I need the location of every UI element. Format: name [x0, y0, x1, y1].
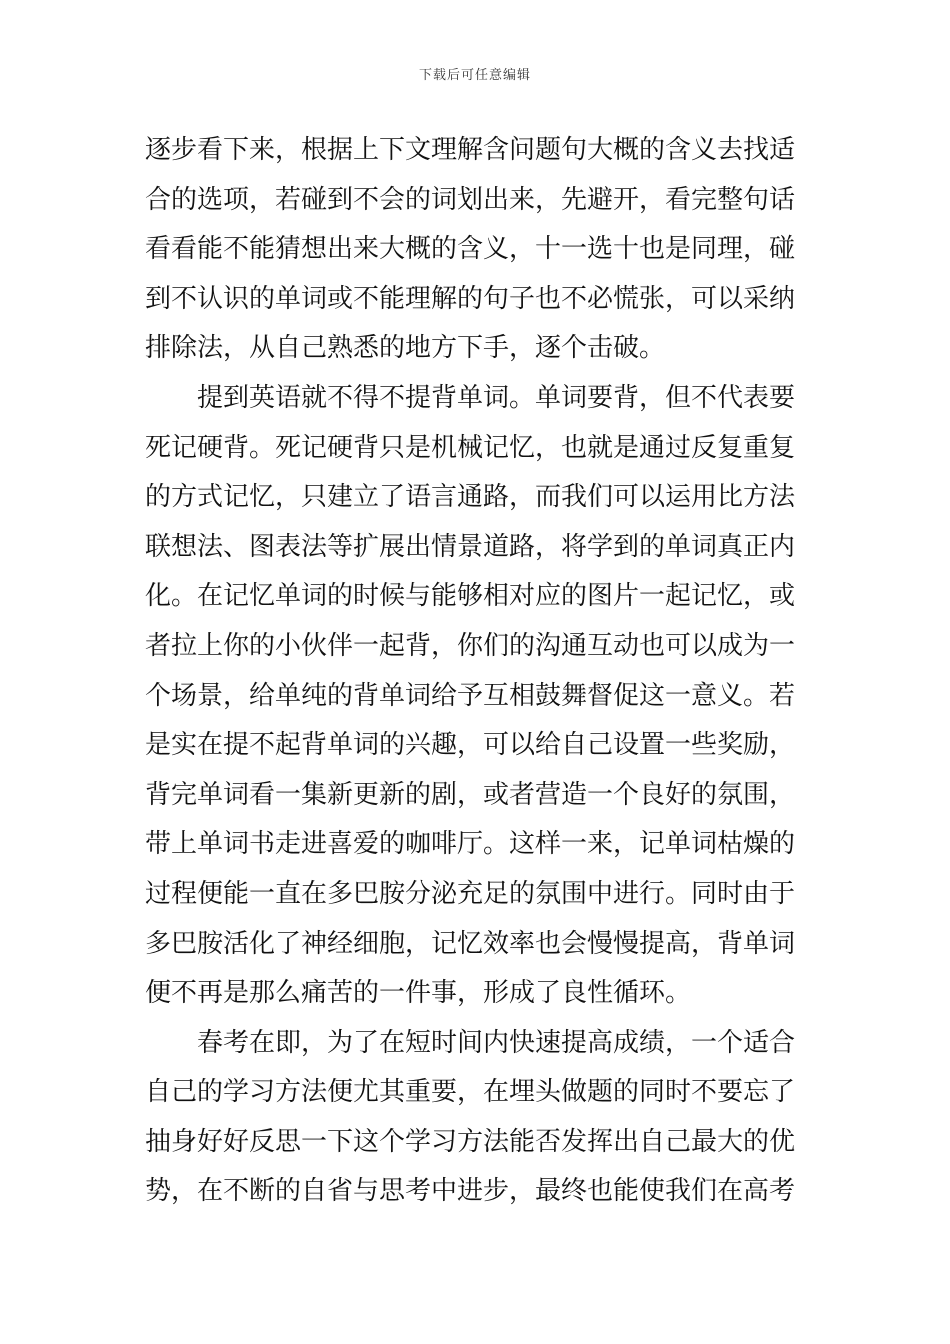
text-line: 逐步看下来，根据上下文理解含问题句大概的含义去找适 [145, 135, 796, 165]
page-header: 下载后可任意编辑 [418, 68, 531, 83]
text-line: 提到英语就不得不提背单词。单词要背，但不代表要 [197, 382, 796, 413]
text-line: 势，在不断的自省与思考中进步，最终也能使我们在高考 [145, 1176, 796, 1207]
text-line: 化。在记忆单词的时候与能够相对应的图片一起记忆，或 [145, 581, 796, 612]
text-line: 联想法、图表法等扩展出情景道路，将学到的单词真正内 [145, 531, 796, 562]
text-line: 个场景，给单纯的背单词给予互相鼓舞督促这一意义。若 [145, 680, 796, 711]
text-line: 过程便能一直在多巴胺分泌充足的氛围中进行。同时由于 [145, 878, 796, 909]
paragraph-2 [145, 374, 810, 1019]
text-line: 合的选项，若碰到不会的词划出来，先避开，看完整句话 [145, 184, 796, 215]
text-line: 死记硬背。死记硬背只是机械记忆，也就是通过反复重复 [145, 432, 796, 463]
text-line: 抽身好好反思一下这个学习方法能否发挥出自己最大的优 [145, 1126, 796, 1157]
text-line: 背完单词看一集新更新的剧，或者营造一个良好的氛围， [145, 779, 796, 810]
document-body [145, 126, 810, 1217]
text-line: 排除法，从自己熟悉的地方下手，逐个击破。 [145, 333, 666, 364]
text-line: 到不认识的单词或不能理解的句子也不必慌张，可以采纳 [145, 283, 796, 314]
text-line: 自己的学习方法便尤其重要，在埋头做题的同时不要忘了 [145, 1077, 796, 1108]
paragraph-1 [145, 126, 810, 374]
paragraph-3 [145, 1019, 810, 1217]
text-line: 看看能不能猜想出来大概的含义，十一选十也是同理，碰 [145, 234, 796, 265]
text-line: 是实在提不起背单词的兴趣，可以给自己设置一些奖励， [145, 730, 796, 761]
text-line: 的方式记忆，只建立了语言通路，而我们可以运用比方法 [145, 482, 796, 513]
text-line: 便不再是那么痛苦的一件事，形成了良性循环。 [145, 978, 692, 1009]
text-line: 者拉上你的小伙伴一起背，你们的沟通互动也可以成为一 [145, 630, 796, 661]
text-line: 带上单词书走进喜爱的咖啡厅。这样一来，记单词枯燥的 [145, 829, 796, 860]
text-line: 春考在即，为了在短时间内快速提高成绩，一个适合 [197, 1027, 796, 1058]
text-line: 多巴胺活化了神经细胞，记忆效率也会慢慢提高，背单词 [145, 928, 796, 959]
